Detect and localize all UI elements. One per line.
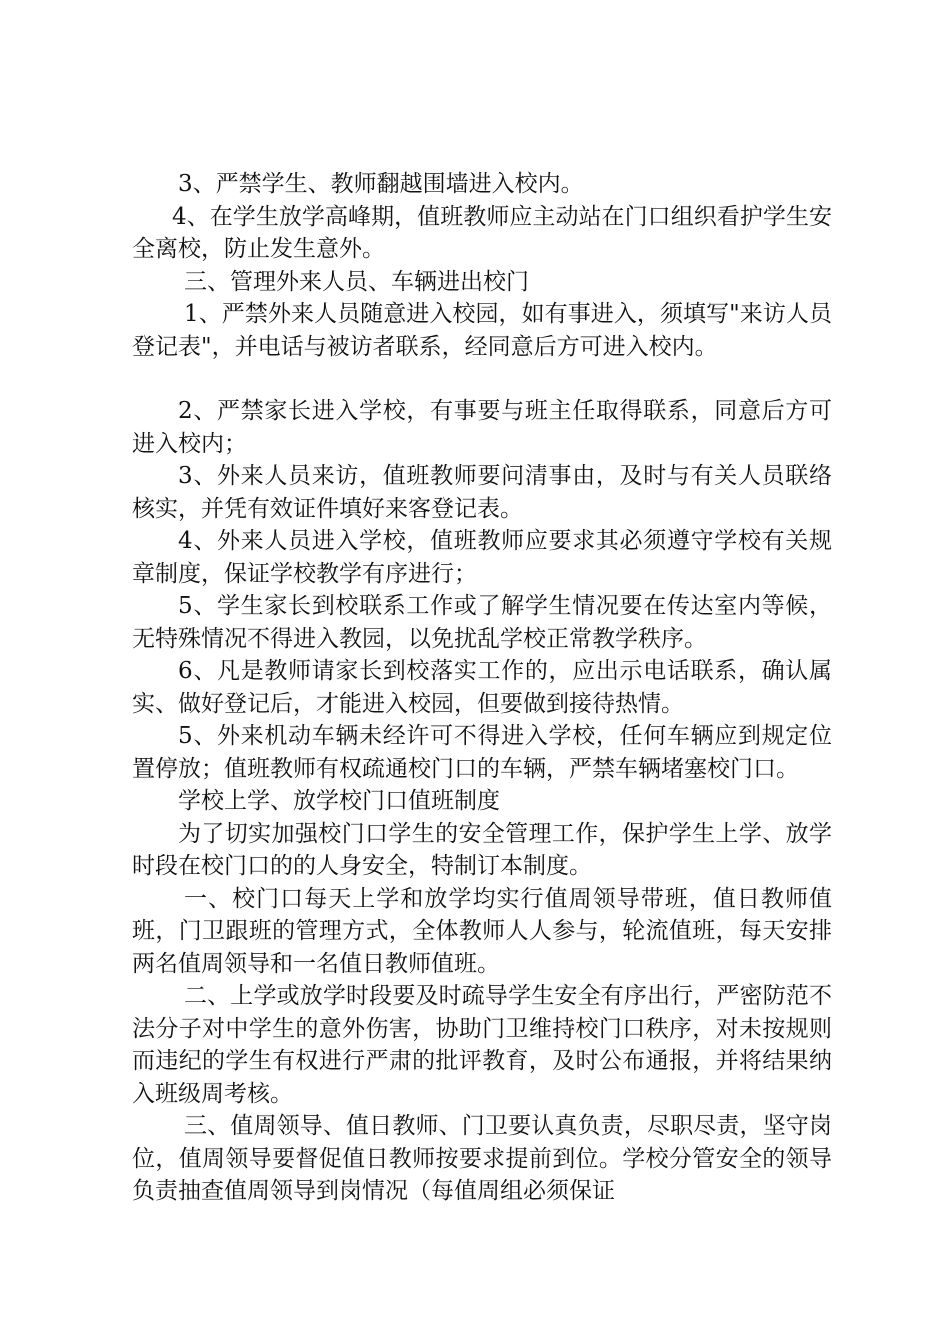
paragraph-13: 一、校门口每天上学和放学均实行值周领导带班，值日教师值班，门卫跟班的管理方式，全体教师人人参与，轮流值班，每天安排两名值周领导和一名值日教师值班。 — [132, 885, 832, 977]
document-subtitle: 学校上学、放学校门口值班制度 — [178, 788, 500, 814]
paragraph-10: 5、外来机动车辆未经许可不得进入学校，任何车辆应到规定位置停放；值班教师有权疏通校门口的车辆，严禁车辆堵塞校门口。 — [132, 723, 832, 782]
paragraph-1: 3、严禁学生、教师翻越围墙进入校内。 — [178, 171, 584, 197]
paragraph-9: 6、凡是教师请家长到校落实工作的，应出示电话联系，确认属实、做好登记后，才能进入校园，但要做到接待热情。 — [132, 658, 832, 717]
paragraph-15: 三、值周领导、值日教师、门卫要认真负责，尽职尽责，坚守岗位，值周领导要督促值日教师按要求提前到位。学校分管安全的领导负责抽查值周领导到岗情况（每值周组必须保证 — [132, 1113, 832, 1204]
paragraph-5: 2、严禁家长进入学校，有事要与班主任取得联系，同意后方可进入校内； — [132, 398, 832, 457]
section-heading-visitors: 三、管理外来人员、车辆进出校门 — [184, 268, 529, 295]
paragraph-8: 5、学生家长到校联系工作或了解学生情况要在传达室内等候，无特殊情况不得进入教园，以免扰乱学校正常教学秩序。 — [132, 593, 832, 652]
paragraph-6: 3、外来人员来访，值班教师要问清事由，及时与有关人员联络核实，并凭有效证件填好来客登记表。 — [132, 463, 832, 522]
paragraph-14: 二、上学或放学时段要及时疏导学生安全有序出行，严密防范不法分子对中学生的意外伤害，协助门卫维持校门口秩序，对未按规则而违纪的学生有权进行严肃的批评教育，及时公布通报，并将结果纳入班级周考核。 — [132, 983, 832, 1107]
paragraph-4: 1、严禁外来人员随意进入校园，如有事进入，须填写"来访人员登记表"，并电话与被访者联系，经同意后方可进入校内。 — [132, 301, 832, 360]
paragraph-7: 4、外来人员进入学校，值班教师应要求其必须遵守学校有关规章制度，保证学校教学有序进行； — [132, 528, 832, 587]
document-body — [132, 168, 832, 1208]
paragraph-12: 为了切实加强校门口学生的安全管理工作，保护学生上学、放学时段在校门口的的人身安全，特制订本制度。 — [132, 820, 832, 879]
paragraph-2: 4、在学生放学高峰期，值班教师应主动站在门口组织看护学生安全离校，防止发生意外。 — [132, 203, 832, 262]
